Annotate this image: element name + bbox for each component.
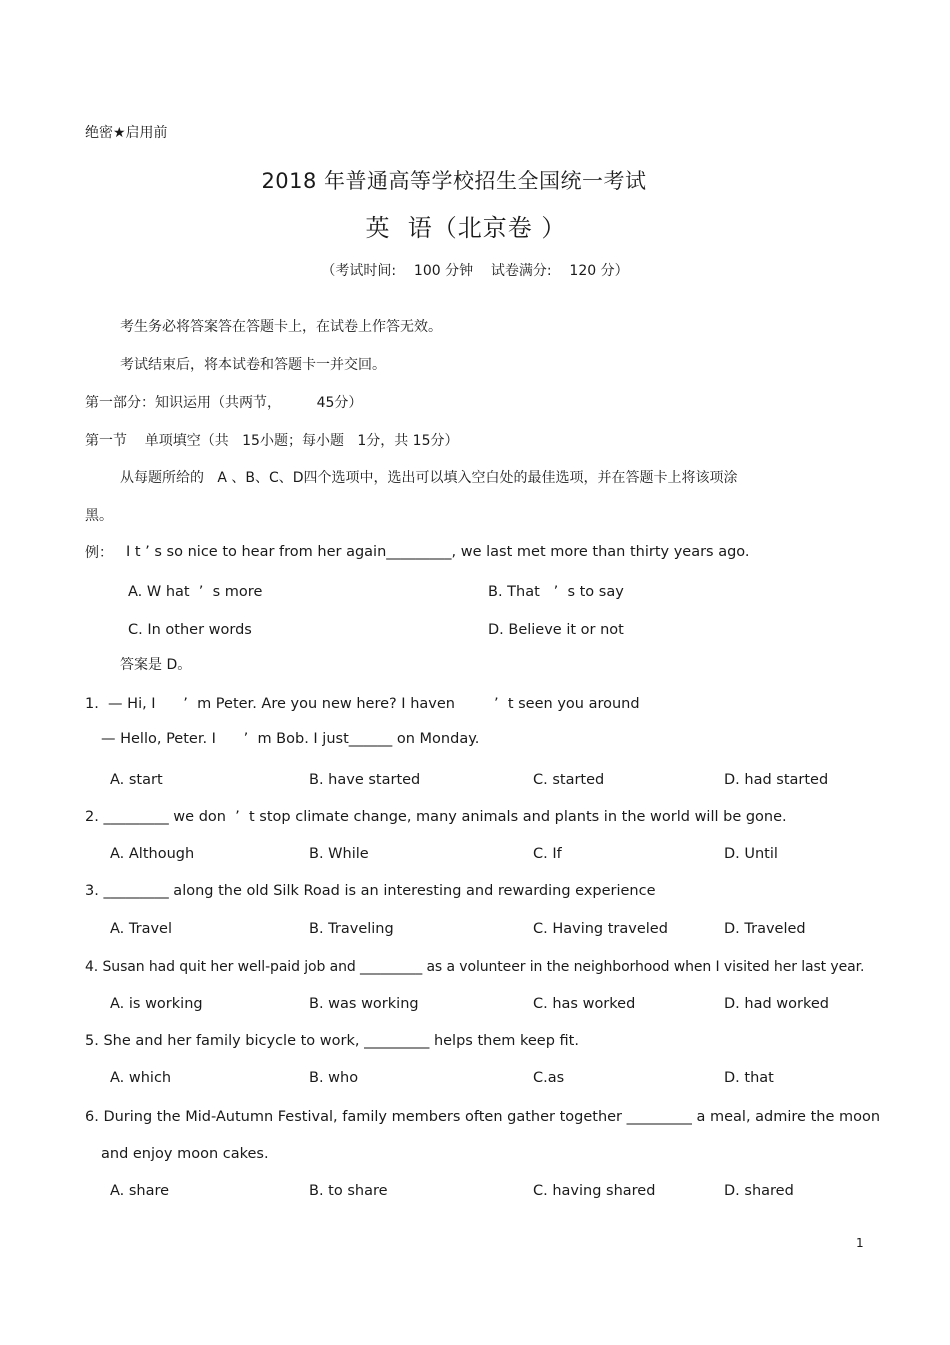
question-5-option-b: B. who	[309, 1070, 359, 1086]
part1-heading: 第一部分：知识运用（共两节， 45分）	[85, 395, 363, 411]
directions-line-2: 黑。	[85, 508, 113, 524]
question-4-option-a: A. is working	[110, 996, 203, 1012]
question-2-stem: 2. _________ we don ’ t stop climate change, many animals and plants in the world will be gone.	[85, 809, 787, 825]
question-2-option-d: D. Until	[724, 846, 778, 862]
question-1-option-b: B. have started	[309, 772, 421, 788]
question-6-stem-line-2: and enjoy moon cakes.	[101, 1146, 269, 1162]
question-1-option-d: D. had started	[724, 772, 829, 788]
exam-info: （考试时间: 100 分钟 试卷满分: 120 分）	[321, 263, 629, 279]
question-1-option-c: C. started	[533, 772, 605, 788]
question-3-option-a: A. Travel	[110, 921, 172, 937]
example-answer: 答案是 D。	[120, 657, 192, 673]
example-option-b: B. That ’ s to say	[488, 584, 624, 600]
directions-line-1: 从每题所给的 A 、B、C、D四个选项中，选出可以填入空白处的最佳选项，并在答题卡上将该项涂	[120, 470, 738, 486]
question-1-line-1a: 1. — Hi, I ’ m Peter. Are you new here? I haven	[85, 696, 455, 712]
exam-title: 2018 年普通高等学校招生全国统一考试	[261, 169, 647, 193]
question-5-option-a: A. which	[110, 1070, 172, 1086]
example-option-c: C. In other words	[128, 622, 252, 638]
question-2-option-a: A. Although	[110, 846, 195, 862]
question-4-option-b: B. was working	[309, 996, 419, 1012]
question-6-option-d: D. shared	[724, 1183, 794, 1199]
question-5-stem: 5. She and her family bicycle to work, _________ helps them keep fit.	[85, 1033, 579, 1049]
question-3-option-b: B. Traveling	[309, 921, 394, 937]
question-4-option-c: C. has worked	[533, 996, 636, 1012]
example-label: 例：	[85, 545, 113, 561]
question-2-option-b: B. While	[309, 846, 369, 862]
example-stem: I t ’ s so nice to hear from her again_________, we last met more than thirty years ago.	[126, 544, 750, 560]
example-option-a: A. W hat ’ s more	[128, 584, 263, 600]
question-3-stem: 3. _________ along the old Silk Road is an interesting and rewarding experience	[85, 883, 656, 899]
question-3-option-d: D. Traveled	[724, 921, 806, 937]
page-number: 1	[856, 1236, 864, 1250]
question-6-option-a: A. share	[110, 1183, 170, 1199]
question-6-stem-line-1: 6. During the Mid-Autumn Festival, family members often gather together _________ a meal, admire the moon	[85, 1109, 881, 1125]
question-6-option-b: B. to share	[309, 1183, 388, 1199]
question-1-line-2: — Hello, Peter. I ’ m Bob. I just______ on Monday.	[101, 731, 480, 747]
example-option-d: D. Believe it or not	[488, 622, 624, 638]
question-4-stem: 4. Susan had quit her well-paid job and _________ as a volunteer in the neighborhood when I visited her last year.	[85, 959, 865, 975]
instruction-line-2: 考试结束后，将本试卷和答题卡一并交回。	[120, 357, 386, 373]
question-1-line-1b: ’ t seen you around	[494, 696, 640, 712]
question-5-option-c: C.as	[533, 1070, 565, 1086]
question-6-option-c: C. having shared	[533, 1183, 656, 1199]
exam-subtitle: 英 语（北京卷 ）	[365, 214, 567, 242]
question-5-option-d: D. that	[724, 1070, 774, 1086]
instruction-line-1: 考生务必将答案答在答题卡上，在试卷上作答无效。	[120, 319, 442, 335]
section1-heading: 第一节 单项填空（共 15小题；每小题 1分，共 15分）	[85, 433, 459, 449]
question-3-option-c: C. Having traveled	[533, 921, 668, 937]
question-1-option-a: A. start	[110, 772, 163, 788]
secret-mark: 绝密★启用前	[85, 125, 168, 141]
question-2-option-c: C. If	[533, 846, 562, 862]
question-4-option-d: D. had worked	[724, 996, 829, 1012]
